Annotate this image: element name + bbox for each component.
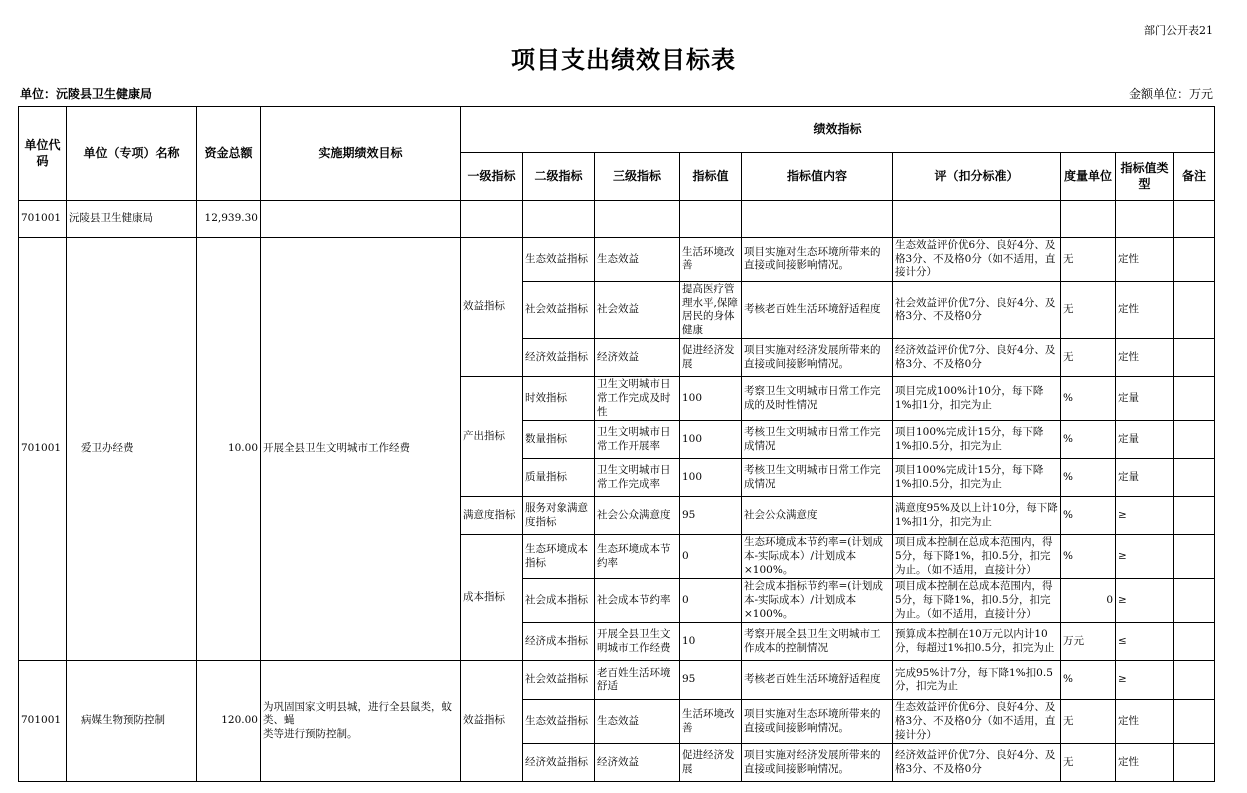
indicator-value: 95 — [680, 497, 742, 535]
level3-indicator: 社会效益 — [595, 281, 680, 339]
level3-indicator: 开展全县卫生文明城市工作经费 — [595, 623, 680, 661]
header-level1: 一级指标 — [461, 153, 523, 201]
indicator-value: 促进经济发展 — [680, 744, 742, 782]
indicator-content: 生态环境成本节约率=(计划成本-实际成本）/计划成本×100%。 — [742, 535, 893, 579]
remark — [1174, 497, 1215, 535]
value-type: 定量 — [1116, 421, 1174, 459]
remark — [1174, 661, 1215, 700]
scoring-criteria: 项目成本控制在总成本范围内，得5分，每下降1%，扣0.5分，扣完为止。（如不适用，直接计分） — [893, 579, 1061, 623]
indicator-content: 项目实施对生态环境所带来的直接或间接影响情况。 — [742, 700, 893, 744]
form-number: 部门公开表21 — [1144, 24, 1213, 37]
value-type: 定性 — [1116, 744, 1174, 782]
value-type: 定量 — [1116, 459, 1174, 497]
header-remark: 备注 — [1174, 153, 1215, 201]
level1-indicator: 满意度指标 — [461, 497, 523, 535]
level2-indicator: 生态环境成本指标 — [523, 535, 595, 579]
measure-unit: 无 — [1061, 339, 1116, 377]
money-unit-label: 金额单位：万元 — [1128, 87, 1213, 101]
measure-unit: 万元 — [1061, 623, 1116, 661]
remark — [1174, 377, 1215, 421]
level3-indicator: 卫生文明城市日常工作完成率 — [595, 459, 680, 497]
remark — [1174, 535, 1215, 579]
indicator-content: 项目实施对生态环境所带来的直接或间接影响情况。 — [742, 238, 893, 282]
header-value-type: 指标值类型 — [1116, 153, 1174, 201]
level1-indicator: 效益指标 — [461, 661, 523, 782]
level1-indicator: 效益指标 — [461, 238, 523, 377]
level2-indicator: 质量指标 — [523, 459, 595, 497]
level2-indicator: 数量指标 — [523, 421, 595, 459]
header-unit-code: 单位代码 — [19, 107, 67, 201]
measure-unit: 0 — [1061, 579, 1116, 623]
remark — [1174, 623, 1215, 661]
level3-indicator: 生态效益 — [595, 700, 680, 744]
unit-name: 沅陵县卫生健康局 — [67, 201, 197, 238]
indicator-value: 10 — [680, 623, 742, 661]
scoring-criteria: 预算成本控制在10万元以内计10分，每超过1%扣0.5分，扣完为止 — [893, 623, 1061, 661]
measure-unit: 无 — [1061, 744, 1116, 782]
measure-unit: % — [1061, 497, 1116, 535]
indicator-value: 提高医疗管理水平,保障居民的身体健康 — [680, 281, 742, 339]
performance-goal: 开展全县卫生文明城市工作经费 — [261, 238, 461, 661]
value-type: ≥ — [1116, 579, 1174, 623]
scoring-criteria: 生态效益评价优6分、良好4分、及格3分、不及格0分（如不适用，直接计分） — [893, 238, 1061, 282]
value-type: 定量 — [1116, 377, 1174, 421]
page-title: 项目支出绩效目标表 — [511, 46, 736, 74]
unit-code: 701001 — [19, 201, 67, 238]
measure-unit: 无 — [1061, 238, 1116, 282]
indicator-value: 100 — [680, 421, 742, 459]
remark — [1174, 421, 1215, 459]
level2-indicator: 经济效益指标 — [523, 744, 595, 782]
value-type: ≥ — [1116, 535, 1174, 579]
unit-code: 701001 — [19, 661, 67, 782]
header-unit-name: 单位（专项）名称 — [67, 107, 197, 201]
header-level2: 二级指标 — [523, 153, 595, 201]
remark — [1174, 238, 1215, 282]
level3-indicator: 社会成本节约率 — [595, 579, 680, 623]
unit-code: 701001 — [19, 238, 67, 661]
level2-indicator: 经济成本指标 — [523, 623, 595, 661]
measure-unit: 无 — [1061, 281, 1116, 339]
indicator-content: 考核老百姓生活环境舒适程度 — [742, 281, 893, 339]
scoring-criteria: 项目100%完成计15分，每下降1%扣0.5分，扣完为止 — [893, 421, 1061, 459]
indicator-content: 考核老百姓生活环境舒适程度 — [742, 661, 893, 700]
indicator-content: 项目实施对经济发展所带来的直接或间接影响情况。 — [742, 744, 893, 782]
remark — [1174, 459, 1215, 497]
value-type: ≥ — [1116, 497, 1174, 535]
indicator-value: 100 — [680, 459, 742, 497]
level2-indicator: 社会效益指标 — [523, 281, 595, 339]
header-measure-unit: 度量单位 — [1061, 153, 1116, 201]
remark — [1174, 339, 1215, 377]
value-type: 定性 — [1116, 238, 1174, 282]
indicator-value: 生活环境改善 — [680, 238, 742, 282]
measure-unit: % — [1061, 377, 1116, 421]
summary-row — [19, 201, 1215, 238]
remark — [1174, 579, 1215, 623]
value-type: 定性 — [1116, 339, 1174, 377]
scoring-criteria: 经济效益评价优7分、良好4分、及格3分、不及格0分 — [893, 339, 1061, 377]
total-amount: 12,939.30 — [197, 201, 261, 238]
measure-unit: % — [1061, 661, 1116, 700]
performance-table — [18, 106, 1215, 782]
scoring-criteria: 项目100%完成计15分，每下降1%扣0.5分，扣完为止 — [893, 459, 1061, 497]
project-name: 爱卫办经费 — [67, 238, 197, 661]
unit-label: 单位：沅陵县卫生健康局 — [20, 87, 153, 101]
header-indicators: 绩效指标 — [461, 107, 1215, 153]
scoring-criteria: 项目完成100%计10分，每下降1%扣1分，扣完为止 — [893, 377, 1061, 421]
measure-unit: 无 — [1061, 700, 1116, 744]
level3-indicator: 经济效益 — [595, 339, 680, 377]
level1-indicator: 产出指标 — [461, 377, 523, 497]
scoring-criteria: 完成95%计7分，每下降1%扣0.5分，扣完为止 — [893, 661, 1061, 700]
indicator-content: 社会成本指标节约率=(计划成本-实际成本）/计划成本×100%。 — [742, 579, 893, 623]
performance-goal: 为巩固国家文明县城，进行全县鼠类，蚊类、蝇 类等进行预防控制。 — [261, 661, 461, 782]
header-total-funds: 资金总额 — [197, 107, 261, 201]
level2-indicator: 时效指标 — [523, 377, 595, 421]
value-type: 定性 — [1116, 281, 1174, 339]
level3-indicator: 生态效益 — [595, 238, 680, 282]
header-level3: 三级指标 — [595, 153, 680, 201]
level1-indicator: 成本指标 — [461, 535, 523, 661]
indicator-value: 95 — [680, 661, 742, 700]
indicator-value: 0 — [680, 579, 742, 623]
level3-indicator: 卫生文明城市日常工作完成及时性 — [595, 377, 680, 421]
scoring-criteria: 社会效益评价优7分、良好4分、及格3分、不及格0分 — [893, 281, 1061, 339]
indicator-content: 项目实施对经济发展所带来的直接或间接影响情况。 — [742, 339, 893, 377]
header-goal: 实施期绩效目标 — [261, 107, 461, 201]
scoring-criteria: 满意度95%及以上计10分，每下降1%扣1分，扣完为止 — [893, 497, 1061, 535]
measure-unit: % — [1061, 421, 1116, 459]
level3-indicator: 经济效益 — [595, 744, 680, 782]
level3-indicator: 生态环境成本节约率 — [595, 535, 680, 579]
header-criteria: 评（扣分标准） — [893, 153, 1061, 201]
measure-unit: % — [1061, 535, 1116, 579]
indicator-value: 促进经济发展 — [680, 339, 742, 377]
project-amount: 10.00 — [197, 238, 261, 661]
scoring-criteria: 经济效益评价优7分、良好4分、及格3分、不及格0分 — [893, 744, 1061, 782]
level2-indicator: 经济效益指标 — [523, 339, 595, 377]
header-value: 指标值 — [680, 153, 742, 201]
level2-indicator: 社会成本指标 — [523, 579, 595, 623]
measure-unit: % — [1061, 459, 1116, 497]
value-type: ≤ — [1116, 623, 1174, 661]
level2-indicator: 生态效益指标 — [523, 700, 595, 744]
header-content: 指标值内容 — [742, 153, 893, 201]
remark — [1174, 281, 1215, 339]
scoring-criteria: 生态效益评价优6分、良好4分、及格3分、不及格0分（如不适用，直接计分） — [893, 700, 1061, 744]
level3-indicator: 老百姓生活环境舒适 — [595, 661, 680, 700]
level3-indicator: 社会公众满意度 — [595, 497, 680, 535]
table-row — [19, 661, 1215, 700]
indicator-content: 考核卫生文明城市日常工作完成情况 — [742, 459, 893, 497]
remark — [1174, 700, 1215, 744]
scoring-criteria: 项目成本控制在总成本范围内，得5分，每下降1%，扣0.5分，扣完为止。（如不适用，直接计分） — [893, 535, 1061, 579]
indicator-content: 考核卫生文明城市日常工作完成情况 — [742, 421, 893, 459]
value-type: ≥ — [1116, 661, 1174, 700]
indicator-value: 生活环境改善 — [680, 700, 742, 744]
indicator-value: 100 — [680, 377, 742, 421]
indicator-content: 考察开展全县卫生文明城市工作成本的控制情况 — [742, 623, 893, 661]
project-amount: 120.00 — [197, 661, 261, 782]
indicator-value: 0 — [680, 535, 742, 579]
level2-indicator: 社会效益指标 — [523, 661, 595, 700]
level2-indicator: 服务对象满意度指标 — [523, 497, 595, 535]
remark — [1174, 744, 1215, 782]
indicator-content: 社会公众满意度 — [742, 497, 893, 535]
level3-indicator: 卫生文明城市日常工作开展率 — [595, 421, 680, 459]
level2-indicator: 生态效益指标 — [523, 238, 595, 282]
value-type: 定性 — [1116, 700, 1174, 744]
indicator-content: 考察卫生文明城市日常工作完成的及时性情况 — [742, 377, 893, 421]
project-name: 病媒生物预防控制 — [67, 661, 197, 782]
table-row — [19, 238, 1215, 282]
